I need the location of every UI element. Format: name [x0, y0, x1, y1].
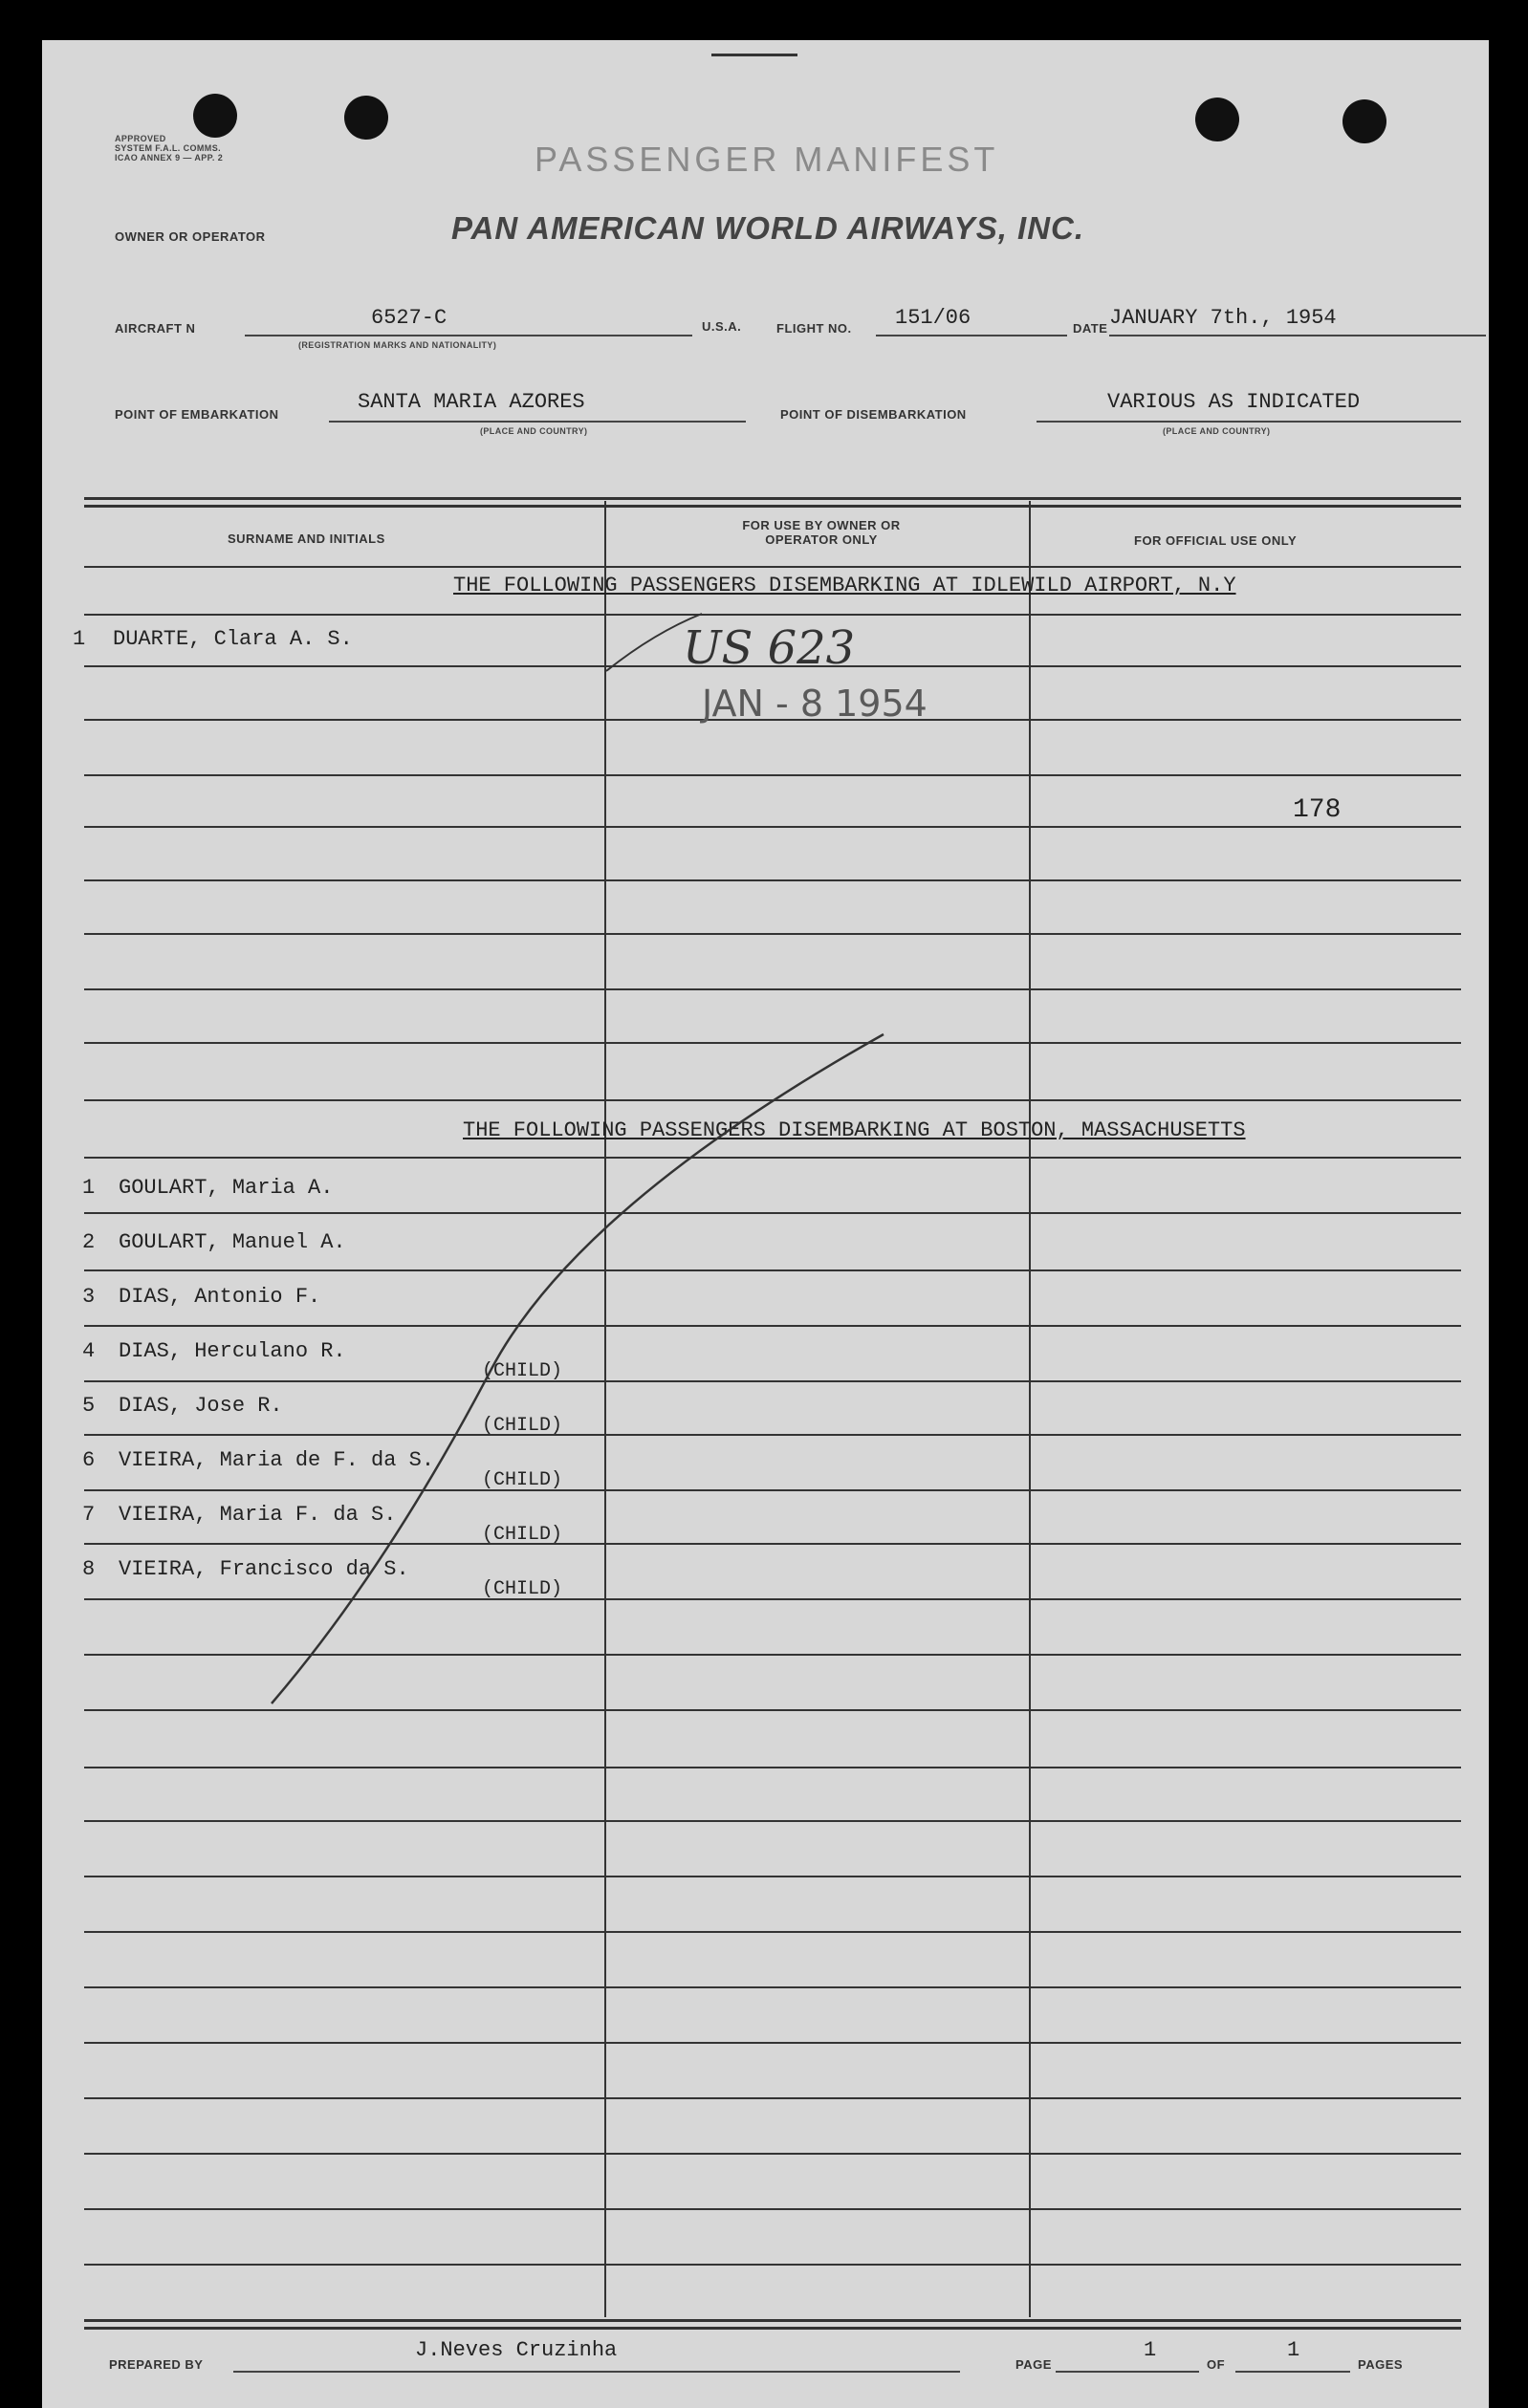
approved-note-3: ICAO ANNEX 9 — APP. 2 — [115, 153, 224, 163]
aircraft-label: AIRCRAFT N — [115, 321, 196, 336]
date-blank — [1109, 335, 1486, 336]
table-rule-line — [84, 1042, 1461, 1044]
table-rule-line — [84, 1931, 1461, 1933]
table-rule-line — [84, 774, 1461, 776]
section2-passenger-note: (CHILD) — [482, 1415, 563, 1437]
section2-passenger-num: 3 — [82, 1285, 96, 1309]
table-rule-line — [84, 1876, 1461, 1877]
page-title: PASSENGER MANIFEST — [535, 140, 999, 179]
date-label: DATE — [1073, 321, 1108, 336]
punch-hole-left-1 — [193, 94, 237, 138]
embark-label: POINT OF EMBARKATION — [115, 407, 279, 422]
punch-hole-right-1 — [1195, 98, 1239, 141]
section2-passenger-num: 7 — [82, 1503, 96, 1527]
table-rule-line — [84, 826, 1461, 828]
section2-passenger-name: DIAS, Antonio F. — [119, 1285, 321, 1309]
top-mark — [711, 54, 797, 56]
embark-value: SANTA MARIA AZORES — [358, 390, 585, 414]
table-rule-line — [84, 1212, 1461, 1214]
disembark-value: VARIOUS AS INDICATED — [1107, 390, 1361, 414]
table-rule-line — [84, 2042, 1461, 2044]
table-top-rule-2 — [84, 505, 1461, 508]
page-label: PAGE — [1015, 2357, 1052, 2372]
table-rule-line — [84, 1543, 1461, 1545]
table-rule-line — [84, 1099, 1461, 1101]
section2-heading: THE FOLLOWING PASSENGERS DISEMBARKING AT BOSTON, MASSACHUSETTS — [463, 1118, 1246, 1142]
column-divider-1 — [604, 501, 606, 2317]
section2-passenger-name: GOULART, Maria A. — [119, 1176, 334, 1200]
aircraft-blank — [245, 335, 692, 336]
prepared-value: J.Neves Cruzinha — [415, 2338, 618, 2362]
section2-passenger-name: DIAS, Jose R. — [119, 1394, 283, 1418]
col-header-owner-use — [711, 518, 931, 547]
disembark-blank — [1037, 421, 1461, 423]
table-rule-line — [84, 1434, 1461, 1436]
section2-passenger-name: VIEIRA, Francisco da S. — [119, 1557, 409, 1581]
col-header-surname: SURNAME AND INITIALS — [228, 531, 385, 546]
table-rule-line — [84, 1598, 1461, 1600]
table-top-rule-1 — [84, 497, 1461, 500]
column-divider-2 — [1029, 501, 1031, 2317]
prepared-label: PREPARED BY — [109, 2357, 204, 2372]
owner-value: PAN AMERICAN WORLD AIRWAYS, INC. — [451, 210, 1085, 246]
table-rule-line — [84, 1269, 1461, 1271]
table-rule-line — [84, 1767, 1461, 1768]
approved-note-2: SYSTEM F.A.L. COMMS. — [115, 143, 222, 153]
section2-passenger-num: 1 — [82, 1176, 96, 1200]
pages-label: PAGES — [1358, 2357, 1404, 2372]
section1-passenger-num: 1 — [73, 627, 86, 651]
section2-passenger-name: DIAS, Herculano R. — [119, 1339, 346, 1363]
table-rule-line — [84, 2264, 1461, 2266]
table-rule-line — [84, 2097, 1461, 2099]
owner-label: OWNER OR OPERATOR — [115, 229, 266, 244]
manifest-sheet — [42, 40, 1489, 2408]
col-header-owner-use-text: FOR USE BY OWNER OR OPERATOR ONLY — [742, 518, 901, 547]
table-rule-line — [84, 1820, 1461, 1822]
of-blank — [1235, 2371, 1350, 2373]
punch-hole-right-2 — [1342, 99, 1386, 143]
section2-passenger-num: 2 — [82, 1230, 96, 1254]
table-rule-line — [84, 1325, 1461, 1327]
table-rule-line — [84, 614, 1461, 616]
section2-passenger-note: (CHILD) — [482, 1469, 563, 1491]
flight-value: 151/06 — [895, 306, 971, 330]
of-label: OF — [1207, 2357, 1226, 2372]
disembark-label: POINT OF DISEMBARKATION — [780, 407, 967, 422]
aircraft-value: 6527-C — [371, 306, 447, 330]
embark-sub: (PLACE AND COUNTRY) — [480, 426, 588, 436]
table-rule-line — [84, 1709, 1461, 1711]
section2-passenger-note: (CHILD) — [482, 1360, 563, 1382]
of-value: 1 — [1287, 2338, 1300, 2362]
section1-passenger-name: DUARTE, Clara A. S. — [113, 627, 353, 651]
table-rule-line — [84, 2153, 1461, 2155]
table-bottom-rule-2 — [84, 2327, 1461, 2330]
table-rule-line — [84, 879, 1461, 881]
table-rule-line — [84, 566, 1461, 568]
section2-passenger-num: 4 — [82, 1339, 96, 1363]
table-rule-line — [84, 1654, 1461, 1656]
punch-hole-left-2 — [344, 96, 388, 140]
usa-label: U.S.A. — [702, 319, 742, 334]
disembark-sub: (PLACE AND COUNTRY) — [1163, 426, 1271, 436]
page-value: 1 — [1144, 2338, 1157, 2362]
table-rule-line — [84, 2208, 1461, 2210]
section2-passenger-name: VIEIRA, Maria F. da S. — [119, 1503, 397, 1527]
table-rule-line — [84, 933, 1461, 935]
table-rule-line — [84, 1489, 1461, 1491]
table-rule-line — [84, 988, 1461, 990]
section1-heading: THE FOLLOWING PASSENGERS DISEMBARKING AT IDLEWILD AIRPORT, N.Y — [453, 574, 1236, 597]
section2-passenger-name: GOULART, Manuel A. — [119, 1230, 346, 1254]
section2-passenger-note: (CHILD) — [482, 1524, 563, 1546]
aircraft-sub: (REGISTRATION MARKS AND NATIONALITY) — [298, 340, 497, 350]
table-bottom-rule-1 — [84, 2319, 1461, 2322]
approved-note-1: APPROVED — [115, 134, 166, 143]
section2-passenger-num: 8 — [82, 1557, 96, 1581]
page-blank — [1056, 2371, 1199, 2373]
embark-blank — [329, 421, 746, 423]
section2-passenger-num: 6 — [82, 1448, 96, 1472]
table-rule-line — [84, 1986, 1461, 1988]
date-value: JANUARY 7th., 1954 — [1109, 306, 1337, 330]
date-stamp: JAN - 8 1954 — [702, 683, 928, 725]
section2-passenger-note: (CHILD) — [482, 1578, 563, 1600]
section2-passenger-name: VIEIRA, Maria de F. da S. — [119, 1448, 435, 1472]
flight-blank — [876, 335, 1067, 336]
table-rule-line — [84, 1157, 1461, 1159]
official-number: 178 — [1293, 795, 1342, 825]
section2-passenger-num: 5 — [82, 1394, 96, 1418]
table-rule-line — [84, 1380, 1461, 1382]
col-header-official-use: FOR OFFICIAL USE ONLY — [1134, 533, 1298, 548]
handwritten-annotation: US 623 — [683, 621, 856, 675]
prepared-blank — [233, 2371, 960, 2373]
flight-label: FLIGHT NO. — [776, 321, 852, 336]
